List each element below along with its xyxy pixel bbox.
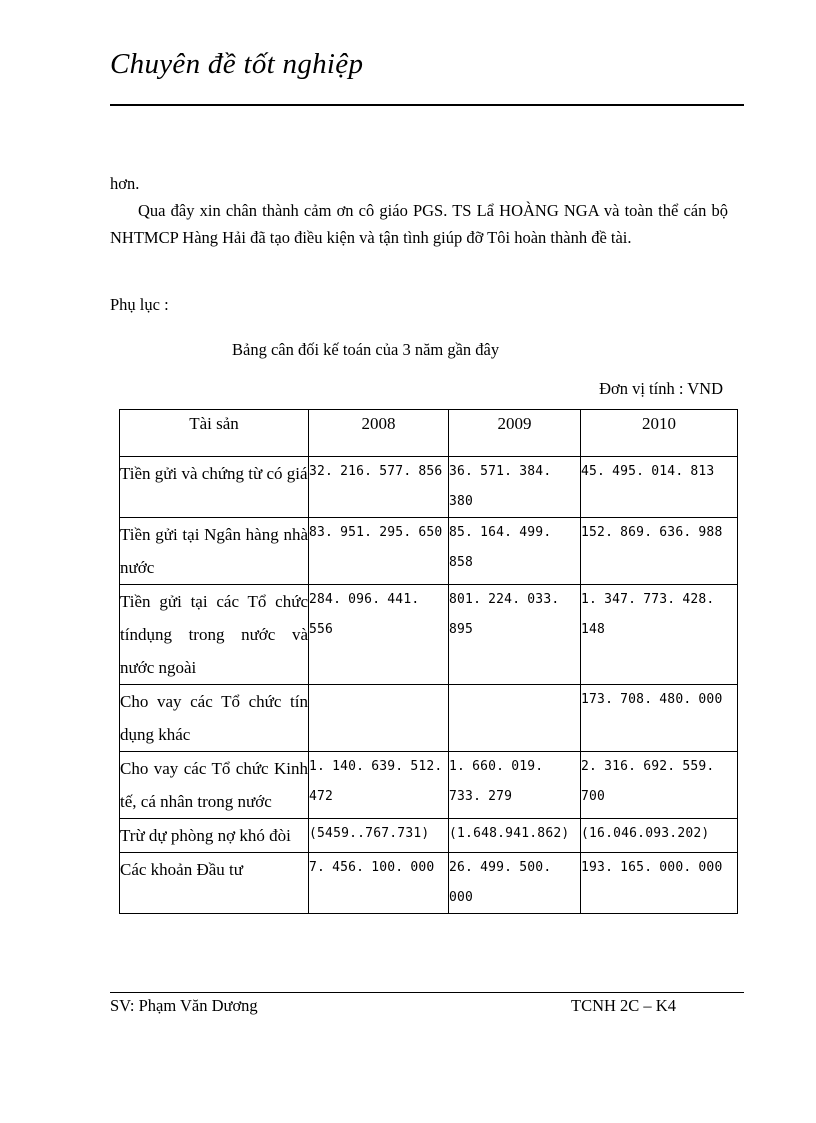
unit-label: Đơn vị tính : VND (599, 379, 723, 398)
cell-2009: 801. 224. 033. 895 (449, 585, 581, 685)
table-row (120, 585, 738, 685)
cell-2009: 85. 164. 499. 858 (449, 518, 581, 585)
row-label: Trừ dự phòng nợ khó đòi (120, 819, 309, 853)
row-label: Tiền gửi tại Ngân hàng nhà nước (120, 518, 309, 585)
cell-2009: 36. 571. 384. 380 (449, 457, 581, 518)
cell-2009: 26. 499. 500. 000 (449, 853, 581, 914)
table-caption: Bảng cân đối kế toán của 3 năm gần đây (232, 340, 500, 359)
row-label: Cho vay các Tổ chức tín dụng khác (120, 685, 309, 752)
balance-sheet-table (119, 409, 738, 914)
cell-2010: 193. 165. 000. 000 (581, 853, 738, 914)
table-header-row (120, 410, 738, 457)
header-2010: 2010 (581, 410, 738, 457)
cell-2008: 1. 140. 639. 512. 472 (309, 752, 449, 819)
header-2009: 2009 (449, 410, 581, 457)
table-row (120, 819, 738, 853)
cell-2009: (1.648.941.862) (449, 819, 581, 853)
table-row (120, 685, 738, 752)
cell-2008: 284. 096. 441. 556 (309, 585, 449, 685)
footer-student-name: SV: Phạm Văn Dương (110, 996, 258, 1015)
cell-2010: 152. 869. 636. 988 (581, 518, 738, 585)
cell-2008: 32. 216. 577. 856 (309, 457, 449, 518)
table-row (120, 457, 738, 518)
cell-2009: 1. 660. 019. 733. 279 (449, 752, 581, 819)
document-header-title: Chuyên đề tốt nghiệp (110, 48, 364, 80)
footer-class-code: TCNH 2C – K4 (571, 996, 676, 1015)
table-row (120, 752, 738, 819)
cell-2010: 2. 316. 692. 559. 700 (581, 752, 738, 819)
cell-2008: (5459..767.731) (309, 819, 449, 853)
cell-2008: 83. 951. 295. 650 (309, 518, 449, 585)
header-2008: 2008 (309, 410, 449, 457)
acknowledgement-paragraph: Qua đây xin chân thành cảm ơn cô giáo PGS. TS Lẩ HOÀNG NGA và toàn thể cán bộ NHTMCP Hàng Hải đã tạo điều kiện và tận tình giúp đỡ Tôi hoàn thành đề tài. (110, 201, 728, 247)
header-divider (110, 104, 744, 106)
table-row (120, 518, 738, 585)
cell-2010: 1. 347. 773. 428. 148 (581, 585, 738, 685)
cell-2010: 45. 495. 014. 813 (581, 457, 738, 518)
cell-2008 (309, 685, 449, 752)
cell-2010: (16.046.093.202) (581, 819, 738, 853)
body-line: hơn. (110, 174, 140, 193)
row-label: Tiền gửi tại các Tổ chức tíndụng trong nước và nước ngoài (120, 585, 309, 685)
header-assets: Tài sản (120, 410, 309, 457)
cell-2010: 173. 708. 480. 000 (581, 685, 738, 752)
appendix-label: Phụ lục : (110, 295, 169, 314)
table-row (120, 853, 738, 914)
row-label: Cho vay các Tổ chức Kinh tế, cá nhân trong nước (120, 752, 309, 819)
cell-2008: 7. 456. 100. 000 (309, 853, 449, 914)
footer-divider (110, 992, 744, 993)
row-label: Tiền gửi và chứng từ có giá (120, 457, 309, 518)
row-label: Các khoản Đầu tư (120, 853, 309, 914)
cell-2009 (449, 685, 581, 752)
